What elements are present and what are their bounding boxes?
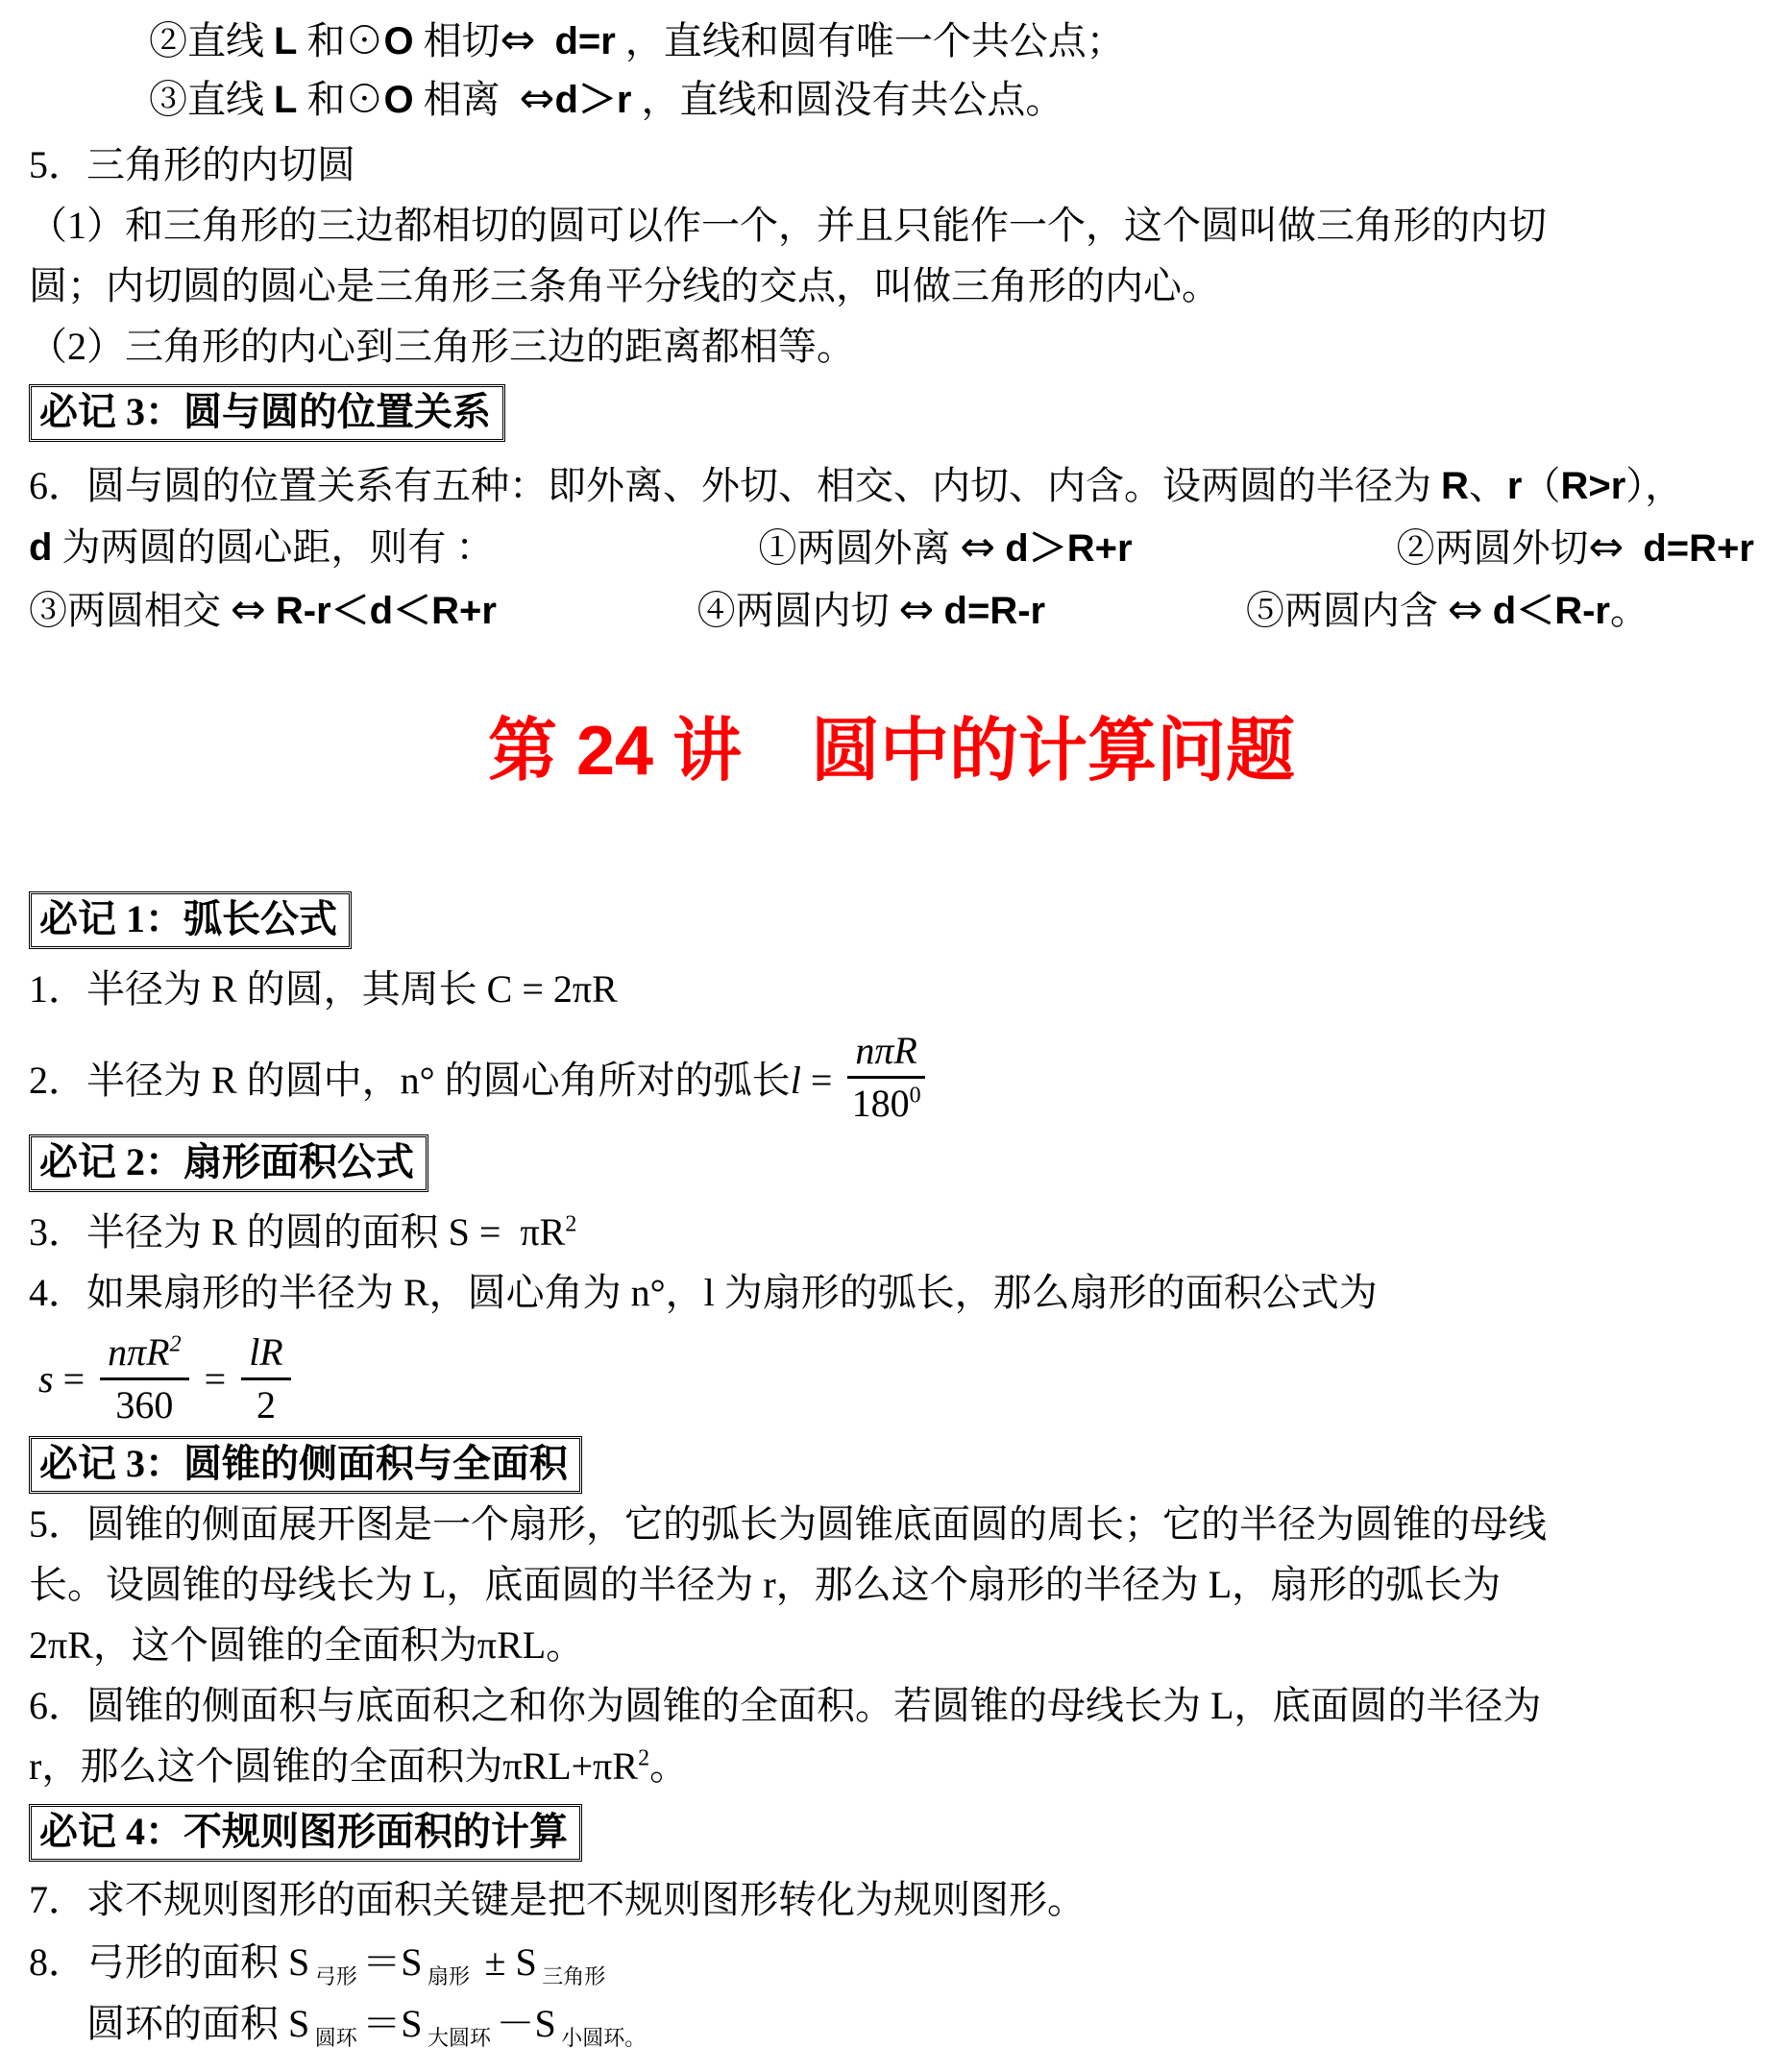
irregular-item8-line2: 圆环的面积 S $_{圆环}$ ＝S $_{大圆环}$ －S $_{小圆环。}$ bbox=[86, 2002, 647, 2050]
boxed-heading-cone-area-wrap bbox=[29, 1436, 1754, 1494]
intro-line-separate: ③直线 L 和⊙O 相离 ⇔d＞r ，直线和圆没有共公点。 bbox=[149, 74, 1064, 123]
calc-item2-text: 2．半径为 R 的圆中，n° 的圆心角所对的弧长l = bbox=[29, 1058, 843, 1102]
section6-line3-chunk3: ⑤两圆内含 ⇔ d＜R-r。 bbox=[1245, 585, 1649, 634]
boxed-heading-circle-positions-wrap bbox=[29, 384, 1754, 442]
calc-item1: 1．半径为 R 的圆，其周长 C = 2πR bbox=[29, 967, 618, 1011]
boxed-heading-circle-positions: 必记 3：圆与圆的位置关系 bbox=[29, 384, 505, 442]
boxed-heading-arc-length-wrap bbox=[29, 891, 1754, 949]
section6-line3-chunk1: ③两圆相交 ⇔ R-r＜d＜R+r bbox=[29, 585, 497, 634]
boxed-heading-cone-area: 必记 3：圆锥的侧面积与全面积 bbox=[29, 1436, 582, 1494]
arc-length-fraction-denominator: $180^0$ bbox=[851, 1081, 921, 1125]
arc-length-fraction bbox=[847, 1026, 924, 1129]
section6-line2-chunk3: ②两圆外切⇔ d=R+r bbox=[1396, 523, 1754, 572]
chapter-title: 第 24 讲 圆中的计算问题 bbox=[487, 713, 1296, 790]
boxed-heading-irregular-area-wrap bbox=[29, 1804, 1754, 1862]
sector-area-fraction2-denominator: 2 bbox=[256, 1382, 276, 1426]
boxed-heading-arc-length: 必记 1：弧长公式 bbox=[29, 891, 352, 949]
cone-item6-line1: 6．圆锥的侧面积与底面积之和你为圆锥的全面积。若圆锥的母线长为 L，底面圆的半径为 bbox=[29, 1684, 1542, 1727]
arc-length-fraction-numerator: nπR bbox=[847, 1026, 924, 1079]
section6-line1: 6．圆与圆的位置关系有五种：即外离、外切、相交、内切、内含。设两圆的半径为 R、r（R>r）， bbox=[29, 464, 1684, 507]
sector-area-fraction2-numerator: lR bbox=[241, 1328, 291, 1380]
section6-line2-chunk1: d 为两圆的圆心距，则有 ： bbox=[29, 525, 495, 569]
sector-area-fraction2 bbox=[241, 1328, 291, 1430]
cone-item5-line1: 5．圆锥的侧面展开图是一个扇形，它的弧长为圆锥底面圆的周长；它的半径为圆锥的母线 bbox=[29, 1502, 1547, 1546]
section5-heading: 5．三角形的内切圆 bbox=[29, 143, 355, 186]
section6-line3-chunk2: ④两圆内切 ⇔ d=R-r bbox=[696, 585, 1046, 634]
sector-area-fraction1-numerator: nπR$^2$ bbox=[100, 1328, 188, 1380]
cone-item5-line2: 长。设圆锥的母线长为 L，底面圆的半径为 r，那么这个扇形的半径为 L，扇形的弧长为 bbox=[29, 1563, 1502, 1606]
sector-area-formula bbox=[29, 1325, 1754, 1432]
sector-area-formula-lead: s = bbox=[38, 1356, 95, 1401]
cone-item5-line3: 2πR，这个圆锥的全面积为πRL。 bbox=[29, 1623, 585, 1667]
sector-area-fraction1-denominator: 360 bbox=[115, 1382, 174, 1426]
section5-paragraph1-line1: （1）和三角形的三边都相切的圆可以作一个，并且只能作一个，这个圆叫做三角形的内切 bbox=[29, 204, 1547, 247]
calc-item4-text: 4．如果扇形的半径为 R，圆心角为 n°，l 为扇形的弧长，那么扇形的面积公式为 bbox=[29, 1271, 1378, 1314]
section6-line2 bbox=[29, 517, 1754, 579]
irregular-item8-line1: 8．弓形的面积 S $_{弓形}$ ＝S $_{扇形}$ ± S $_{三角形}$ bbox=[29, 1940, 606, 1988]
boxed-heading-sector-area: 必记 2：扇形面积公式 bbox=[29, 1134, 428, 1192]
sector-area-fraction1 bbox=[100, 1328, 188, 1430]
section6-line2-chunk2: ①两圆外离 ⇔ d＞R+r bbox=[758, 523, 1133, 572]
calc-item3: 3．半径为 R 的圆的面积 $S = \pi R^2$ bbox=[29, 1210, 577, 1254]
irregular-item7: 7．求不规则图形的面积关键是把不规则图形转化为规则图形。 bbox=[29, 1878, 1086, 1921]
sector-area-formula-equals: = bbox=[194, 1356, 236, 1401]
boxed-heading-irregular-area: 必记 4：不规则图形面积的计算 bbox=[29, 1804, 582, 1862]
section6-line3 bbox=[29, 579, 1754, 642]
intro-line-tangent: ②直线 L 和⊙O 相切⇔ d=r ，直线和圆有唯一个共公点； bbox=[149, 15, 1125, 64]
cone-item6-line2: r，那么这个圆锥的全面积为$\pi RL+\pi R^2$。 bbox=[29, 1744, 689, 1788]
section5-paragraph1-line2: 圆；内切圆的圆心是三角形三条角平分线的交点，叫做三角形的内心。 bbox=[29, 264, 1220, 307]
section5-paragraph2: （2）三角形的内心到三角形三边的距离都相等。 bbox=[29, 325, 855, 368]
calc-item2 bbox=[29, 1023, 1754, 1131]
boxed-heading-sector-area-wrap bbox=[29, 1134, 1754, 1192]
